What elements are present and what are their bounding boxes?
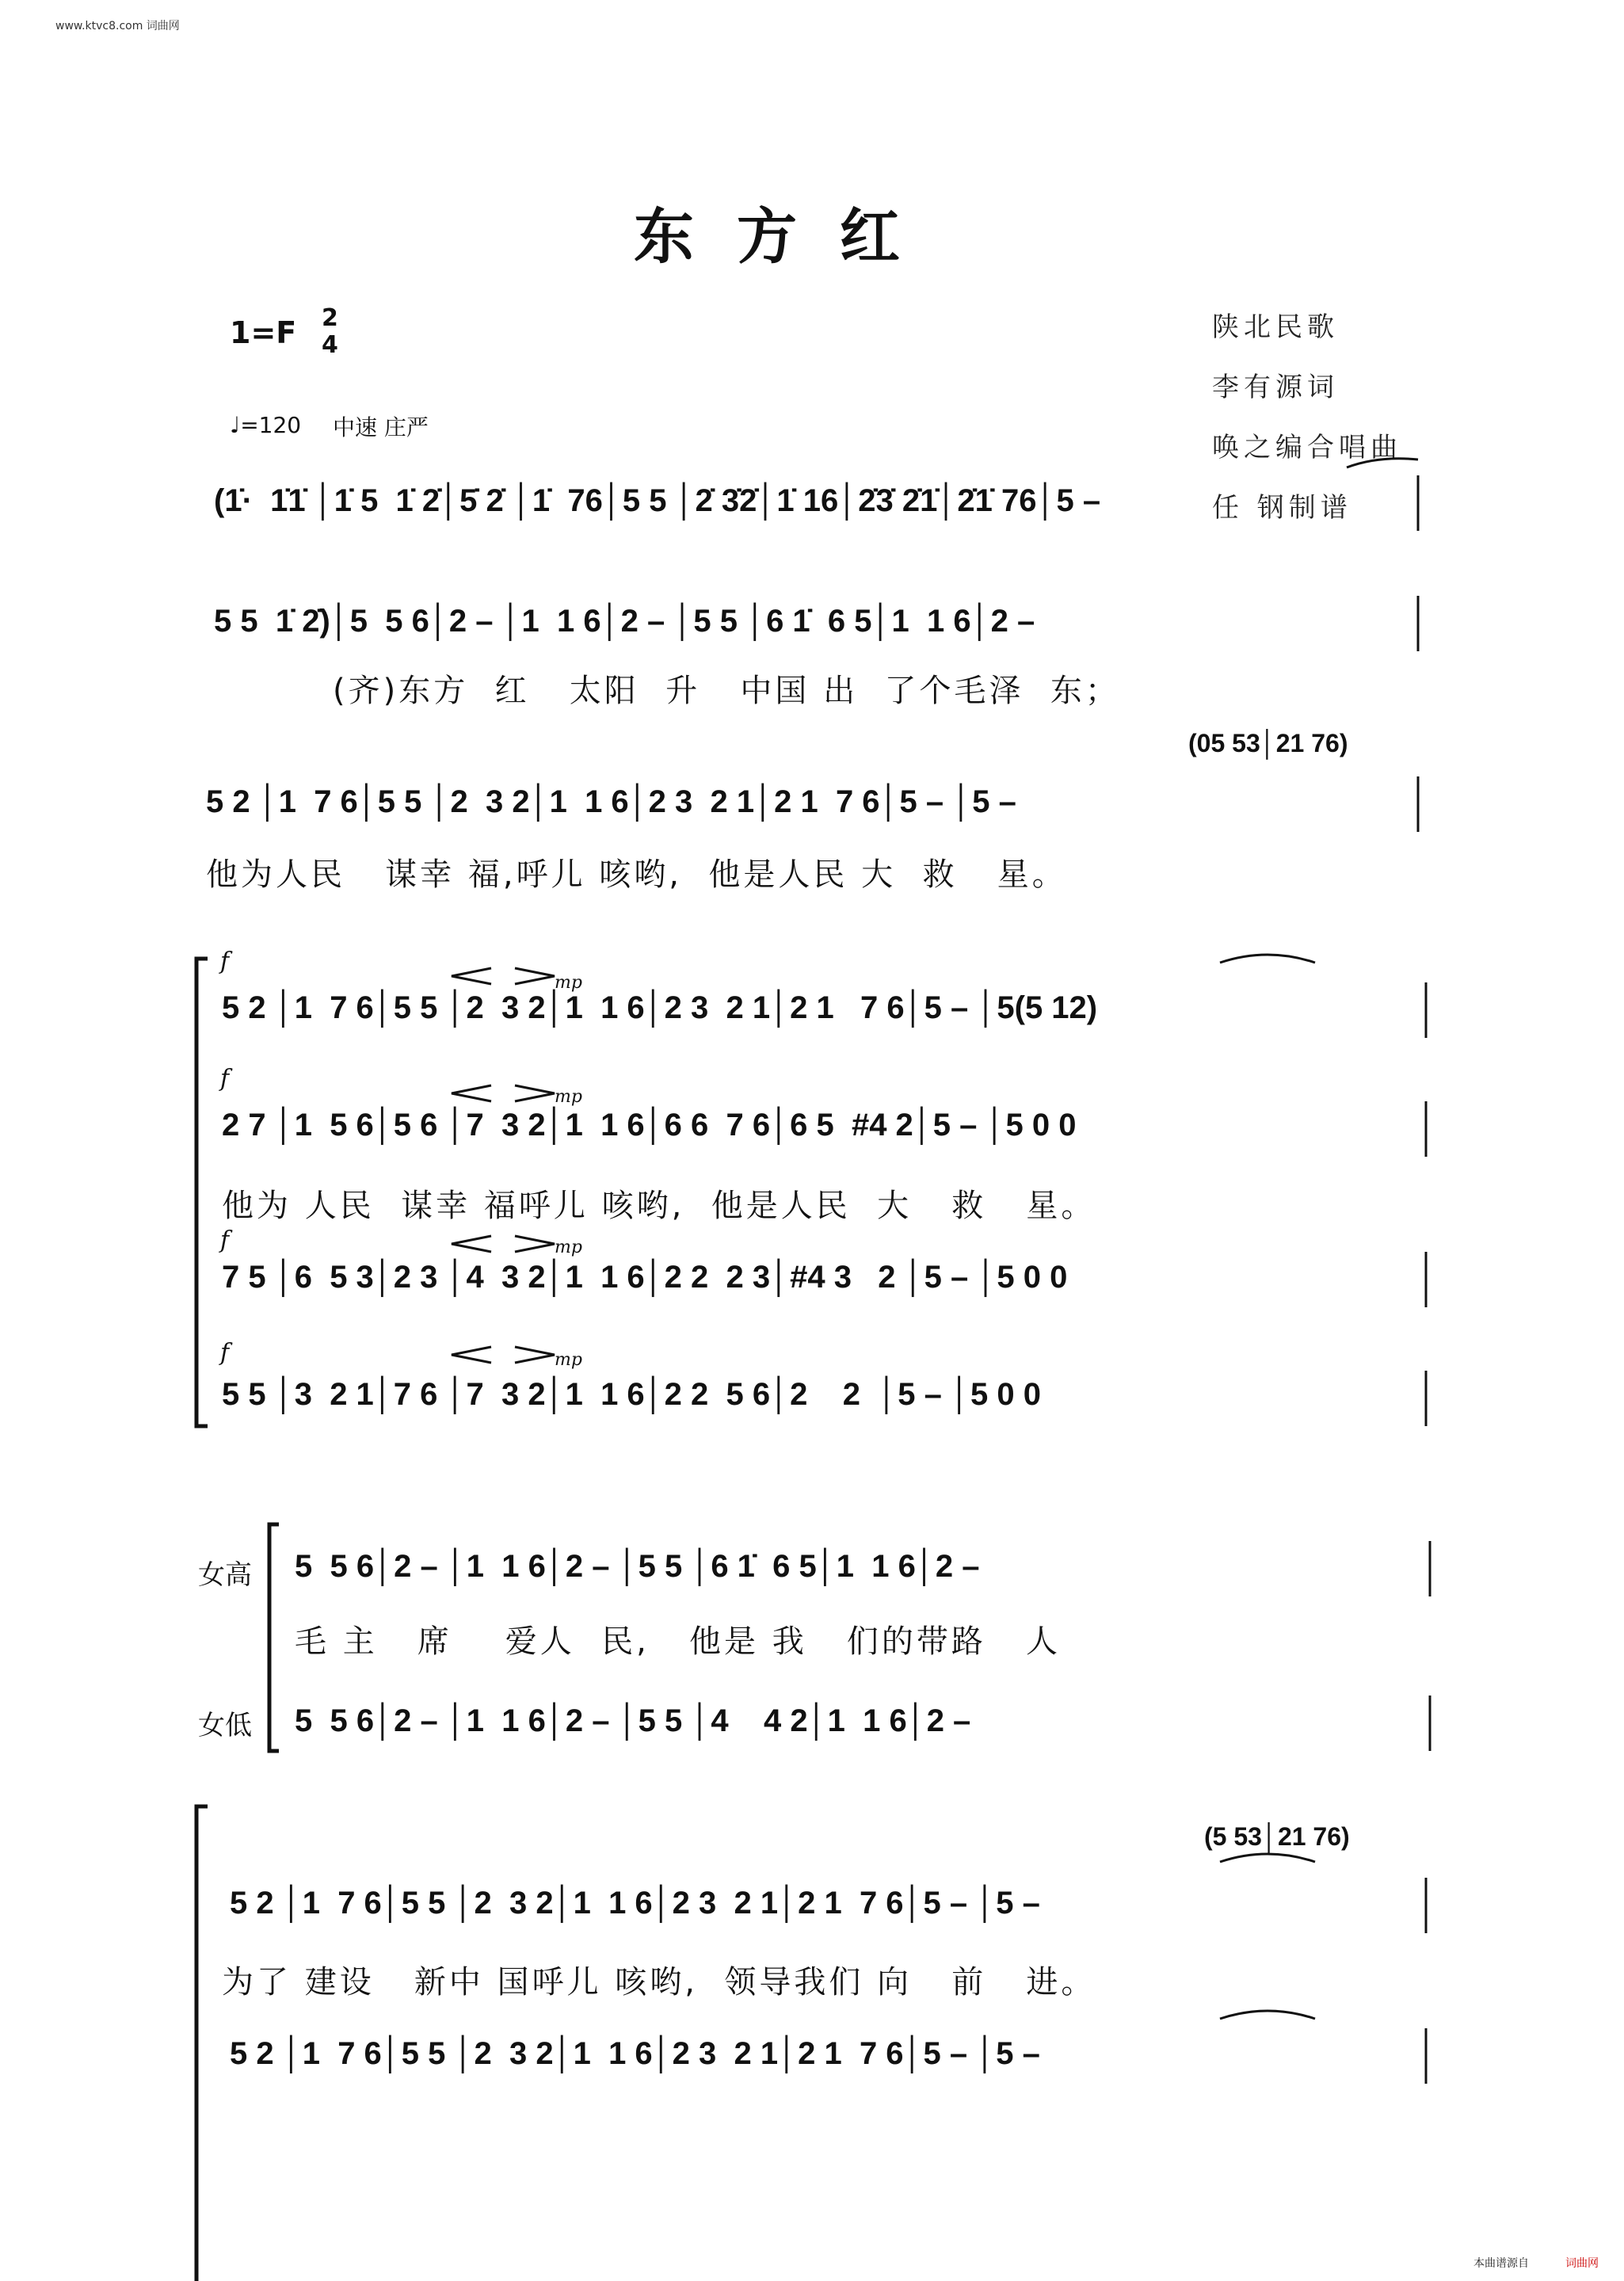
dynamic-mp-3: mp	[555, 1238, 582, 1257]
women-high: 5 5 6│2 – │1 1 6│2 – │5 5 │6 1̇ 6 5│1 1 6│2 –	[295, 1549, 980, 1584]
credit-arranger: 唤之编合唱曲	[1212, 432, 1402, 463]
lyric-line-2: 他为人民 谋幸 福,呼儿 咳哟, 他是人民 大 救 星。	[206, 856, 1067, 893]
dynamic-forte-1: f	[220, 948, 230, 975]
site-watermark: www.ktvc8.com 词曲网	[55, 20, 180, 32]
footer-source: 本曲谱源自	[1473, 2257, 1529, 2270]
final-line-1: 5 2 │1 7 6│5 5 │2 3 2│1 1 6│2 3 2 1│2 1 7 6│5 – │5 –	[230, 1886, 1040, 1921]
choir-lyric: 他为 人民 谋幸 福呼儿 咳哟, 他是人民 大 救 星。	[222, 1188, 1096, 1224]
final-lyric: 为了 建设 新中 国呼儿 咳哟, 领导我们 向 前 进。	[222, 1964, 1096, 2001]
key-signature: 1=F	[230, 315, 297, 350]
credit-origin: 陕北民歌	[1212, 311, 1339, 343]
choir-bass: 5 5 │3 2 1│7 6 │7 3 2│1 1 6│2 2 5 6│2 2 │5 – │5 0 0	[222, 1377, 1041, 1412]
page-title: 东方红	[634, 201, 943, 272]
intro-line-2: 5 5 1̇ 2̇)│5 5 6│2 – │1 1 6│2 – │5 5 │6 1̇ 6 5│1 1 6│2 –	[214, 604, 1035, 639]
lyric-line-1: (齐)东方 红 太阳 升 中国 出 了个毛泽 东；	[333, 673, 1120, 709]
dynamic-forte-2: f	[220, 1065, 230, 1093]
choir-alto: 2 7 │1 5 6│5 6 │7 3 2│1 1 6│6 6 7 6│6 5 #4 2│5 – │5 0 0	[222, 1108, 1077, 1142]
time-signature-top: 2	[322, 304, 338, 332]
interlude-2: (5 53│21 76)	[1204, 1822, 1350, 1851]
women-low: 5 5 6│2 – │1 1 6│2 – │5 5 │4 4 2│1 1 6│2 –	[295, 1703, 971, 1738]
tempo-text: 中速 庄严	[333, 414, 429, 441]
tempo-mark: ♩=120	[230, 412, 302, 438]
final-line-2: 5 2 │1 7 6│5 5 │2 3 2│1 1 6│2 3 2 1│2 1 7 6│5 – │5 –	[230, 2036, 1040, 2071]
credit-engraver: 任 钢制谱	[1212, 492, 1352, 524]
dynamic-forte-3: f	[220, 1226, 230, 1254]
intro-line-1: (1̇· 1̇1̇ │1̇ 5 1̇ 2̇│5̇ 2̇ │1̇ 76│5 5 │2̇ 3̇2̇│1̇ 16│2̇3̇ 2̇1̇│2̇1̇ 76│5 –	[214, 483, 1101, 518]
verse-line-1: 5 2 │1 7 6│5 5 │2 3 2│1 1 6│2 3 2 1│2 1 7 6│5 – │5 –	[206, 784, 1016, 819]
label-soprano: 女高	[198, 1559, 252, 1591]
credit-lyricist: 李有源词	[1212, 372, 1339, 403]
dynamic-mp-2: mp	[555, 1087, 582, 1107]
choir-soprano: 5 2 │1 7 6│5 5 │2 3 2│1 1 6│2 3 2 1│2 1 7 6│5 – │5(5 12)	[222, 990, 1098, 1025]
dynamic-mp-1: mp	[555, 973, 582, 993]
dynamic-forte-4: f	[220, 1339, 230, 1367]
footer-brand: 词曲网	[1565, 2257, 1599, 2270]
women-lyric: 毛 主 席 爱人 民, 他是 我 们的带路 人	[295, 1623, 1062, 1660]
choir-tenor: 7 5 │6 5 3│2 3 │4 3 2│1 1 6│2 2 2 3│#4 3 2 │5 – │5 0 0	[222, 1260, 1068, 1295]
time-signature-bottom: 4	[322, 331, 338, 359]
dynamic-mp-4: mp	[555, 1350, 582, 1370]
interlude-1: (05 53│21 76)	[1188, 729, 1348, 757]
label-alto: 女低	[198, 1710, 252, 1741]
